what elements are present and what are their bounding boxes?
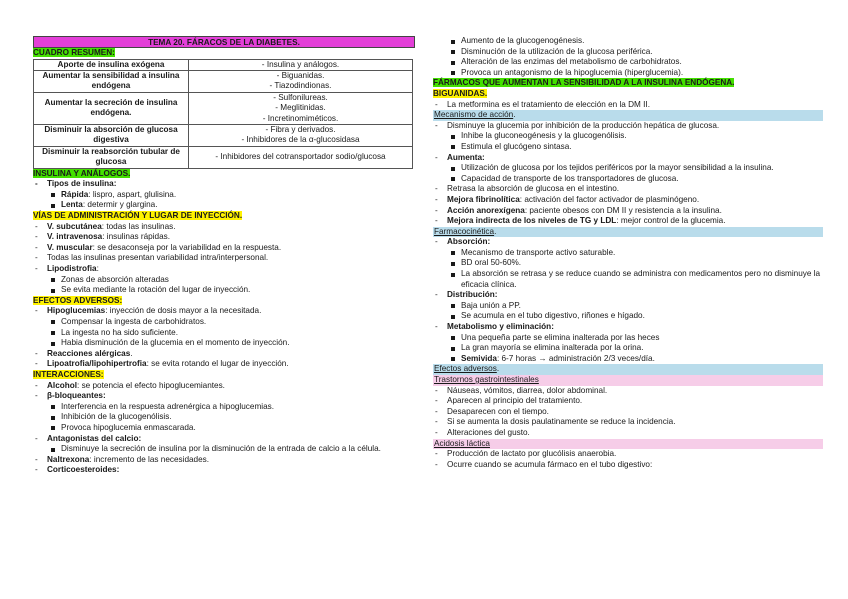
- list-item: Capacidad de transporte de los transportadores de glucosa.: [433, 174, 823, 185]
- list-item: Inhibe la gluconeogénesis y la glucogenólisis.: [433, 131, 823, 142]
- table-row: [34, 146, 413, 168]
- cuadro-resumen-heading: CUADRO RESUMEN:: [33, 48, 115, 57]
- list-item: - Retrasa la absorción de glucosa en el intestino.: [433, 184, 823, 195]
- list-item: - Ocurre cuando se acumula fármaco en el tubo digestivo:: [433, 460, 823, 471]
- trastornos-heading: Trastornos gastrointestinales: [433, 375, 823, 386]
- table-row: [34, 125, 413, 147]
- list-item: Estimula el glucógeno sintasa.: [433, 142, 823, 153]
- list-item: Baja unión a PP.: [433, 301, 823, 312]
- page-title: TEMA 20. FÁRACOS DE LA DIABETES.: [33, 36, 415, 48]
- list-item: - Lipodistrofia:: [33, 264, 415, 275]
- list-item: - Metabolismo y eliminación:: [433, 322, 823, 333]
- list-item: - Alteraciones del gusto.: [433, 428, 823, 439]
- list-item: Compensar la ingesta de carbohidratos.: [33, 317, 415, 328]
- list-item: Se acumula en el tubo digestivo, riñones e hígado.: [433, 311, 823, 322]
- list-item: - Absorción:: [433, 237, 823, 248]
- biguanidas-heading: BIGUANIDAS.: [433, 88, 488, 98]
- table-cell: Aporte de insulina exógena: [34, 59, 189, 70]
- table-cell: - Insulina y análogos.: [189, 59, 413, 70]
- list-item: - Naltrexona: incremento de las necesidades.: [33, 455, 415, 466]
- list-item: - Reacciones alérgicas.: [33, 349, 415, 360]
- list-item: La gran mayoría se elimina inalterada por la orina.: [433, 343, 823, 354]
- list-item: - La metformina es el tratamiento de elección en la DM II.: [433, 100, 823, 111]
- list-item: - Náuseas, vómitos, diarrea, dolor abdominal.: [433, 386, 823, 397]
- list-item: Alteración de las enzimas del metabolismo de carbohidratos.: [433, 57, 823, 68]
- list-item: La ingesta no ha sido suficiente.: [33, 328, 415, 339]
- list-item: - Tipos de insulina:: [33, 179, 415, 190]
- list-item: Habia disminución de la glucemia en el momento de inyección.: [33, 338, 415, 349]
- table-cell: - Inhibidores del cotransportador sodio/glucosa: [189, 146, 413, 168]
- list-item: Utilización de glucosa por los tejidos periféricos por la mayor sensibilidad a la insulina.: [433, 163, 823, 174]
- list-item: La absorción se retrasa y se reduce cuando se administra con medicamentos pero no disminuye la eficacia clínica.: [433, 269, 823, 290]
- table-cell: Aumentar la sensibilidad a insulina endógena: [34, 71, 189, 93]
- mecanismo-heading: Mecanismo de acción.: [433, 110, 823, 121]
- list-item: - Alcohol: se potencia el efecto hipoglucemiantes.: [33, 381, 415, 392]
- list-item: - Antagonistas del calcio:: [33, 434, 415, 445]
- list-item: - Lipoatrofia/lipohipertrofia: se evita rotando el lugar de inyección.: [33, 359, 415, 370]
- table-cell: Disminuir la absorción de glucosa digestiva: [34, 125, 189, 147]
- list-item: - Acción anorexígena: paciente obesos con DM II y resistencia a la insulina.: [433, 206, 823, 217]
- list-item: - β-bloqueantes:: [33, 391, 415, 402]
- table-row: [34, 71, 413, 93]
- list-item: - Hipoglucemias: inyección de dosis mayor a la necesitada.: [33, 306, 415, 317]
- list-item: Mecanismo de transporte activo saturable.: [433, 248, 823, 259]
- list-item: Se evita mediante la rotación del lugar de inyección.: [33, 285, 415, 296]
- efectos-adversos-heading: Efectos adversos.: [433, 364, 823, 375]
- list-item: - Todas las insulinas presentan variabilidad intra/interpersonal.: [33, 253, 415, 264]
- summary-table: [33, 59, 413, 169]
- list-item: - Mejora indirecta de los niveles de TG y LDL: mejor control de la glucemia.: [433, 216, 823, 227]
- farmacocinetica-heading: Farmacocinética.: [433, 227, 823, 238]
- list-item: Una pequeña parte se elimina inalterada por las heces: [433, 333, 823, 344]
- table-row: [34, 59, 413, 70]
- right-column: [433, 36, 823, 470]
- sensibilidad-heading: FÁRMACOS QUE AUMENTAN LA SENSIBILIDAD A LA INSULINA ENDÓGENA.: [433, 78, 735, 88]
- efectos-heading: EFECTOS ADVERSOS:: [33, 295, 123, 305]
- list-item: - V. intravenosa: insulinas rápidas.: [33, 232, 415, 243]
- table-cell: - Biguanidas. - Tiazodindionas.: [189, 71, 413, 93]
- interacciones-heading: INTERACCIONES:: [33, 369, 104, 379]
- list-item: Aumento de la glucogenogénesis.: [433, 36, 823, 47]
- list-item: - V. muscular: se desaconseja por la variabilidad en la respuesta.: [33, 243, 415, 254]
- list-item: - Producción de lactato por glucólisis anaerobia.: [433, 449, 823, 460]
- list-item: - Disminuye la glucemia por inhibición de la producción hepática de glucosa.: [433, 121, 823, 132]
- list-item: Rápida: lispro, aspart, glulisina.: [33, 190, 415, 201]
- list-item: - Mejora fibrinolítica: activación del factor activador de plasminógeno.: [433, 195, 823, 206]
- list-item: Disminución de la utilización de la glucosa periférica.: [433, 47, 823, 58]
- list-item: Zonas de absorción alteradas: [33, 275, 415, 286]
- list-item: Disminuye la secreción de insulina por la disminución de la entrada de calcio a la célula.: [33, 444, 415, 455]
- list-item: Lenta: determir y glargina.: [33, 200, 415, 211]
- vias-heading: VÍAS DE ADMINISTRACIÓN Y LUGAR DE INYECCIÓN.: [33, 211, 243, 221]
- table-cell: - Fibra y derivados. - Inhibidores de la α-glucosidasa: [189, 125, 413, 147]
- list-item: - Aumenta:: [433, 153, 823, 164]
- list-item: Provoca hipoglucemia enmascarada.: [33, 423, 415, 434]
- list-item: - Desaparecen con el tiempo.: [433, 407, 823, 418]
- list-item: Inhibición de la glucogenólisis.: [33, 412, 415, 423]
- table-cell: Aumentar la secreción de insulina endógena.: [34, 92, 189, 124]
- list-item: - Distribución:: [433, 290, 823, 301]
- acidosis-heading: Acidosis láctica: [433, 439, 823, 450]
- insulina-heading: INSULINA Y ANÁLOGOS.: [33, 168, 131, 178]
- list-item: - Aparecen al principio del tratamiento.: [433, 396, 823, 407]
- table-row: [34, 92, 413, 124]
- table-cell: Disminuir la reabsorción tubular de glucosa: [34, 146, 189, 168]
- list-item: Interferencia en la respuesta adrenérgica a hipoglucemias.: [33, 402, 415, 413]
- list-item: Semivida: 6-7 horas → administración 2/3 veces/día.: [433, 354, 823, 365]
- list-item: BD oral 50-60%.: [433, 258, 823, 269]
- list-item: - Corticoesteroides:: [33, 465, 415, 476]
- left-column: [33, 36, 415, 476]
- list-item: Provoca un antagonismo de la hipoglucemia (hiperglucemia).: [433, 68, 823, 79]
- list-item: - V. subcutánea: todas las insulinas.: [33, 222, 415, 233]
- table-cell: - Sulfonilureas. - Meglitinidas. - Incretinomiméticos.: [189, 92, 413, 124]
- list-item: - Si se aumenta la dosis paulatinamente se reduce la incidencia.: [433, 417, 823, 428]
